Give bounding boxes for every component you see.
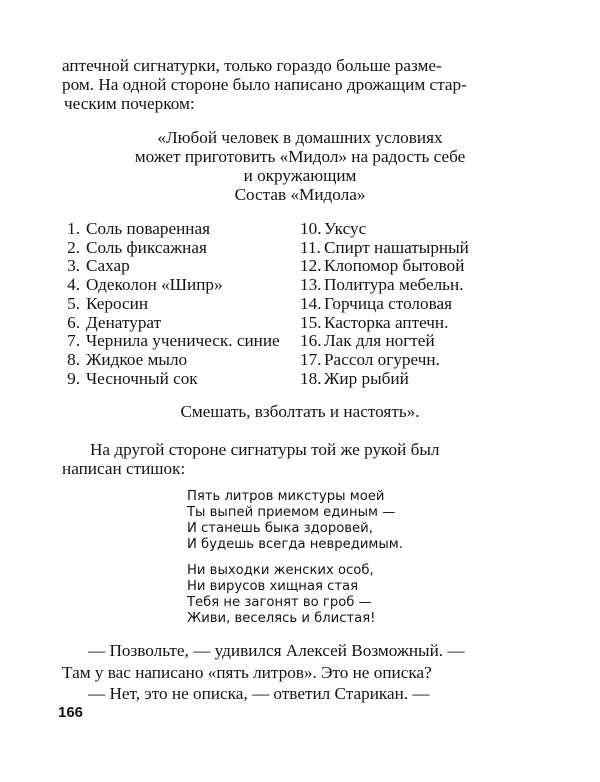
quote-line: и окружающим	[243, 166, 357, 185]
poem-line: И будешь всегда невредимым.	[187, 537, 403, 552]
paragraph-line: написан стишок:	[62, 459, 186, 478]
poem-stanza-2	[187, 563, 375, 627]
list-item: 12. Клопомор бытовой	[300, 256, 465, 276]
list-item: 17. Рассол огуречн.	[300, 349, 440, 369]
list-item: 16. Лак для ногтей	[300, 331, 435, 351]
intro-line: ром. На одной стороне было написано дрожащим стар-	[62, 75, 467, 94]
list-item: 14. Горчица столовая	[300, 293, 453, 313]
quote-line: может приготовить «Мидол» на радость себе	[134, 147, 466, 166]
list-item: 13. Политура мебельн.	[300, 275, 464, 295]
second-side-paragraph	[62, 440, 542, 478]
list-item: 5. Керосин	[67, 293, 149, 313]
recipe-title: Состав «Мидола»	[234, 185, 366, 204]
list-item: 9. Чесночный сок	[67, 368, 198, 388]
poem-line: Живи, веселясь и блистая!	[187, 611, 376, 626]
poem-stanza-1	[187, 489, 403, 553]
intro-paragraph	[62, 56, 544, 113]
paragraph-line: На другой стороне сигнатуры той же рукой был	[90, 440, 440, 459]
poem-line: Ни вирусов хищная стая	[187, 579, 359, 594]
list-item: 6. Денатурат	[67, 312, 162, 332]
dialogue-line: — Позвольте, — удивился Алексей Возможный. —	[88, 641, 465, 660]
list-item: 3. Сахар	[67, 256, 130, 276]
quote-line: «Любой человек в домашних условиях	[157, 128, 443, 147]
list-item: 2. Соль фиксажная	[67, 237, 207, 257]
intro-line: ческим почерком:	[64, 94, 195, 113]
list-item: 7. Чернила ученическ. синие	[67, 331, 280, 351]
ingredients-list-left	[62, 220, 302, 388]
page-number: 166	[58, 704, 84, 721]
poem-line: Ты выпей приемом единым —	[187, 505, 396, 520]
dialogue-line: Там у вас написано «пять литров». Это не описка?	[62, 662, 432, 682]
poem-line: Тебя не загонят во гроб —	[187, 595, 372, 610]
list-item: 1. Соль поваренная	[67, 219, 211, 238]
intro-line: аптечной сигнатурки, только гораздо больше разме-	[62, 56, 442, 75]
list-item: 15. Касторка аптечн.	[300, 312, 449, 332]
poem-line: Пять литров микстуры моей	[187, 489, 385, 504]
list-item: 18. Жир рыбий	[300, 368, 409, 388]
list-item: 8. Жидкое мыло	[67, 349, 188, 369]
list-item: 4. Одеколон «Шипр»	[67, 275, 223, 295]
instruction-line: Смешать, взболтать и настоять».	[180, 402, 420, 421]
poem-line: Ни выходки женских особ,	[187, 563, 374, 578]
list-item: 10. Уксус	[300, 219, 367, 238]
recipe-header	[100, 128, 500, 204]
poem-line: И станешь быка здоровей,	[187, 521, 373, 536]
dialogue-line: — Нет, это не описка, — ответил Старикан. —	[88, 684, 430, 703]
dialogue	[62, 640, 544, 705]
list-item: 11. Спирт нашатырный	[300, 237, 469, 257]
ingredients-list-right	[300, 220, 550, 388]
